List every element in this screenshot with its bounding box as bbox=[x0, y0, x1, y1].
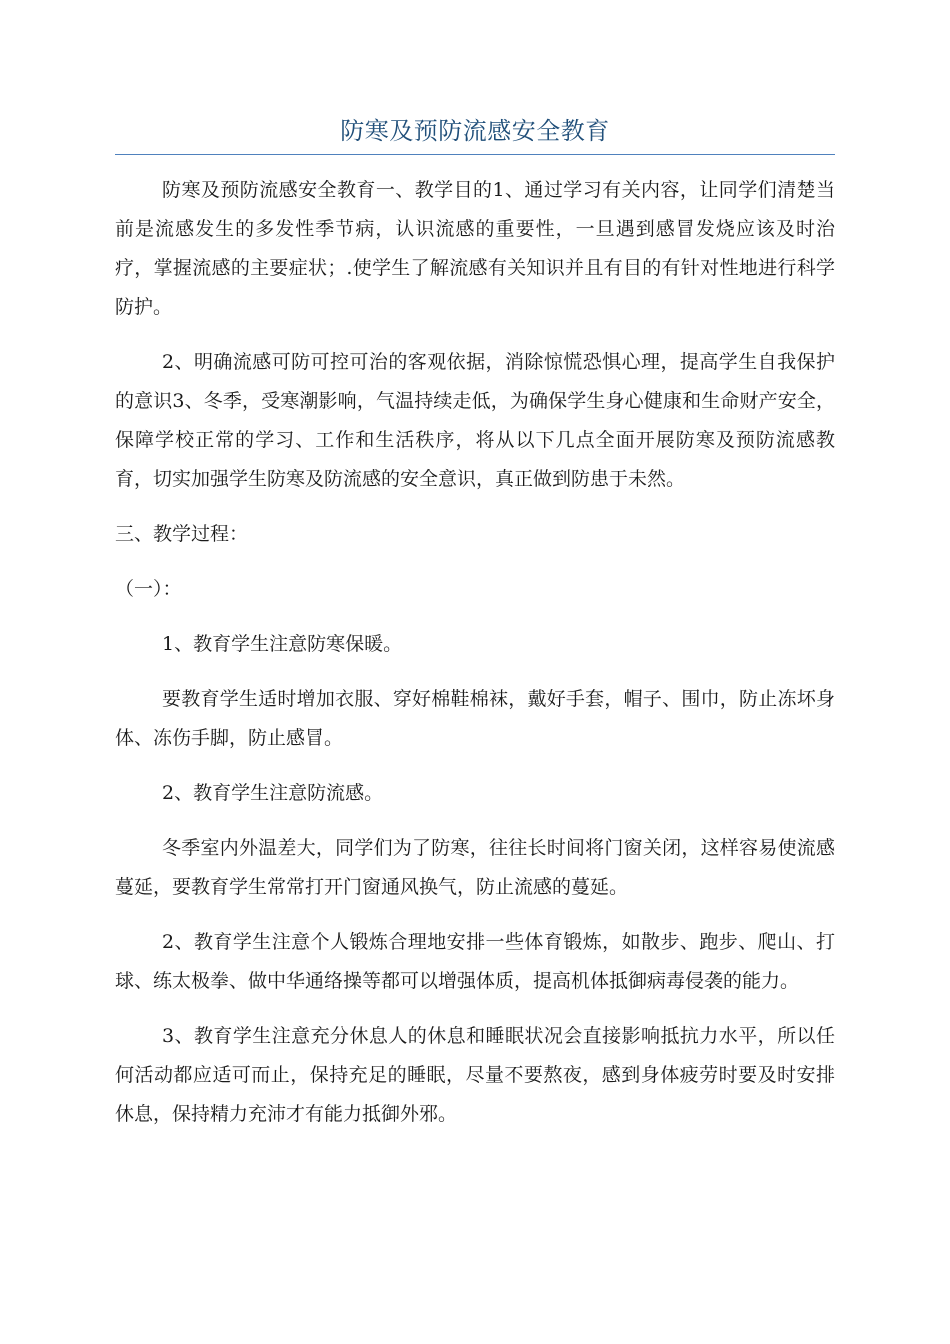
item-heading-cold-protection: 1、教育学生注意防寒保暖。 bbox=[162, 633, 403, 655]
page-title: 防寒及预防流感安全教育 bbox=[340, 117, 610, 145]
section-heading-process: 三、教学过程： bbox=[115, 523, 249, 545]
paragraph-goal-2: 2、明确流感可防可控可治的客观依据，消除惊慌恐惧心理，提高学生自我保护的意识3、冬季，受寒潮影响，气温持续走低，为确保学生身心健康和生命财产安全，保障学校正常的学习、工作和生活秩序，将从以下几点全面开展防寒及预防流感教育，切实加强学生防寒及防流感的安全意识，真正做到防患于未然。 bbox=[115, 351, 835, 490]
subsection-heading-1: （一）： bbox=[115, 578, 182, 600]
paragraph-objectives: 防寒及预防流感安全教育一、教学目的1、通过学习有关内容，让同学们清楚当前是流感发生的多发性季节病，认识流感的重要性，一旦遇到感冒发烧应该及时治疗，掌握流感的主要症状；.使学生了解流感有关知识并且有目的有针对性地进行科学防护。 bbox=[115, 179, 835, 318]
paragraph-cold-protection: 要教育学生适时增加衣服、穿好棉鞋棉袜，戴好手套，帽子、围巾，防止冻坏身体、冻伤手脚，防止感冒。 bbox=[115, 688, 835, 749]
document-body bbox=[115, 171, 835, 1150]
title-underline bbox=[115, 154, 835, 155]
paragraph-ventilation: 冬季室内外温差大，同学们为了防寒，往往长时间将门窗关闭，这样容易使流感蔓延，要教育学生常常打开门窗通风换气，防止流感的蔓延。 bbox=[115, 837, 835, 898]
paragraph-exercise: 2、教育学生注意个人锻炼合理地安排一些体育锻炼，如散步、跑步、爬山、打球、练太极拳、做中华通络操等都可以增强体质，提高机体抵御病毒侵袭的能力。 bbox=[115, 931, 835, 992]
item-heading-flu-prevention: 2、教育学生注意防流感。 bbox=[162, 782, 384, 804]
paragraph-rest: 3、教育学生注意充分休息人的休息和睡眠状况会直接影响抵抗力水平，所以任何活动都应适可而止，保持充足的睡眠，尽量不要熬夜，感到身体疲劳时要及时安排休息，保持精力充沛才有能力抵御外邪。 bbox=[115, 1025, 835, 1125]
